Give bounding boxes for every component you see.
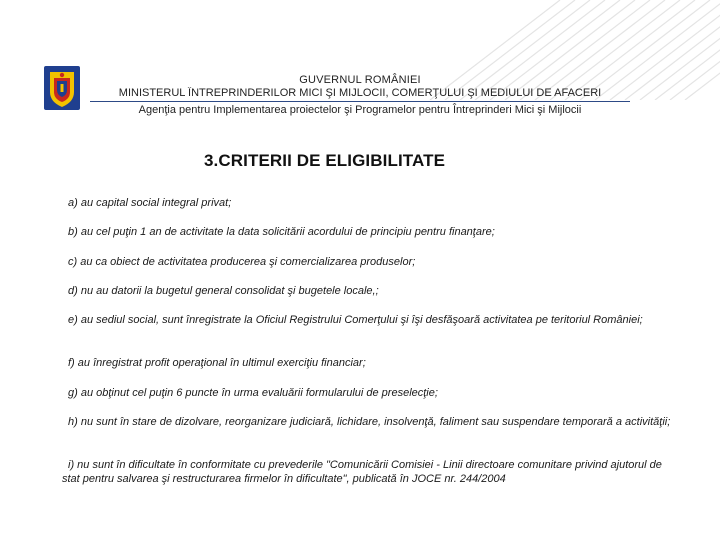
ministry-name: MINISTERUL ÎNTREPRINDERILOR MICI ŞI MIJLOCII, COMERŢULUI ŞI MEDIULUI DE AFACERI <box>90 87 630 102</box>
page-title: 3.CRITERII DE ELIGIBILITATE <box>204 151 446 170</box>
criterion-item: g) au obţinut cel puţin 6 puncte în urma evaluării formularului de preselecţie; <box>68 387 438 399</box>
criterion-item: h) nu sunt în stare de dizolvare, reorganizare judiciară, lichidare, insolvenţă, faliment sau suspendare temporară a activităţii; <box>68 416 671 428</box>
criterion-item: a) au capital social integral privat; <box>68 197 232 209</box>
criterion-item: f) au înregistrat profit operaţional în ultimul exerciţiu financiar; <box>68 357 366 369</box>
government-name: GUVERNUL ROMÂNIEI <box>299 74 421 86</box>
criterion-item: d) nu au datorii la bugetul general consolidat şi bugetele locale,; <box>68 285 379 297</box>
agency-name: Agenţia pentru Implementarea proiectelor şi Programelor pentru Întreprinderi Mici şi Mijlocii <box>138 104 582 116</box>
criterion-item: i) nu sunt în dificultate în conformitate cu prevederile "Comunicării Comisiei - Linii directoare comunitare privind ajutorul de stat pentru salvarea şi restructurarea firmelor în dificultate", publicată în JOCE nr. 244/2004 <box>62 459 662 485</box>
criterion-item: c) au ca obiect de activitatea producerea şi comercializarea produselor; <box>68 256 416 268</box>
romania-coat-of-arms-icon <box>44 66 80 110</box>
criterion-item: b) au cel puţin 1 an de activitate la data solicitării acordului de principiu pentru finanţare; <box>68 226 495 238</box>
criterion-item: e) au sediul social, sunt înregistrate la Oficiul Registrului Comerţului şi îşi desfăşoară activitatea pe teritoriul României; <box>68 314 643 326</box>
document-header <box>90 73 630 117</box>
